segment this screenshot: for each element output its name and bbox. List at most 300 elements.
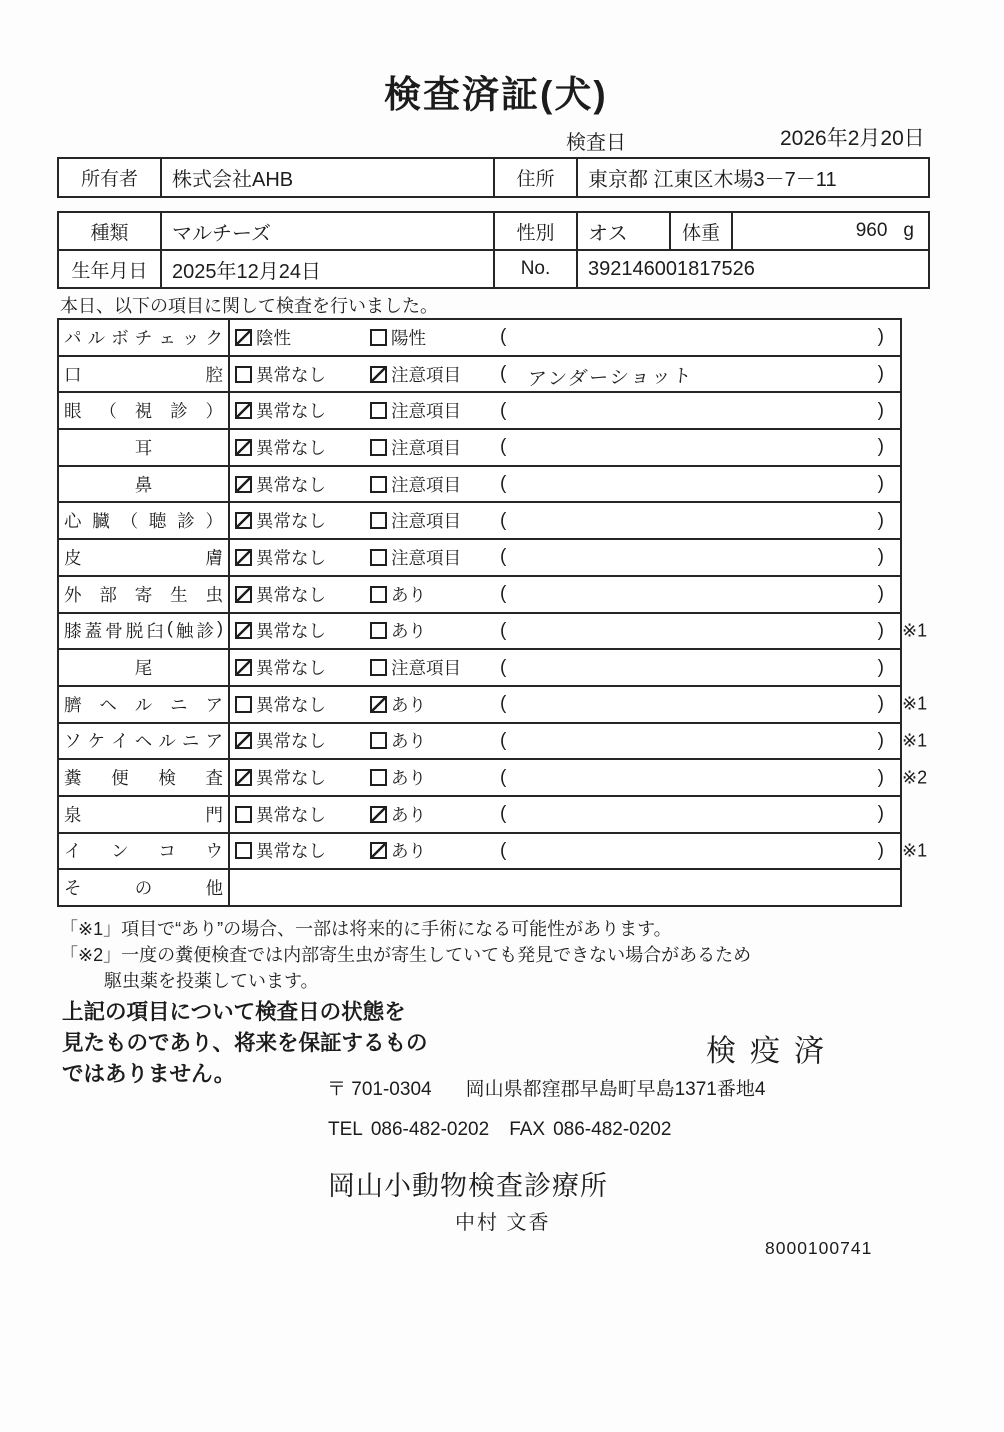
exam-option-label: 注意項目 [391, 547, 461, 568]
exam-content-cell [230, 467, 900, 502]
open-paren: ( [500, 326, 507, 348]
pet-row-birthdate [59, 249, 928, 287]
exam-item-char: ル [158, 731, 176, 752]
inspection-date-value: 2026年2月20日 [780, 127, 925, 150]
exam-item-label [64, 435, 223, 460]
exam-content-cell [230, 320, 900, 355]
exam-item-char: 尾 [134, 658, 153, 679]
exam-options [235, 472, 500, 497]
clinic-address-line [327, 1074, 765, 1101]
exam-note-area [500, 546, 884, 568]
exam-note-area [500, 803, 884, 825]
exam-options [235, 802, 500, 827]
exam-option [235, 435, 370, 460]
open-paren: ( [500, 619, 507, 641]
open-paren: ( [500, 363, 507, 385]
exam-option [235, 545, 370, 570]
exam-row [59, 465, 900, 502]
exam-item-char: 臍 [64, 694, 82, 715]
exam-item-char: 虫 [205, 584, 223, 605]
quarantine-stamp: 検疫済 [706, 1035, 838, 1068]
exam-item-cell [59, 870, 230, 905]
exam-item-char: 門 [205, 804, 223, 825]
exam-note-handwritten [506, 774, 878, 782]
exam-item-char: 診 [177, 511, 195, 532]
exam-option-label: 異常なし [256, 768, 326, 789]
exam-item-char: （ [99, 401, 117, 422]
exam-ref-mark: ※2 [902, 767, 928, 788]
exam-options [235, 545, 500, 570]
exam-item-char: ヘ [134, 731, 153, 752]
exam-item-label [64, 692, 223, 717]
checkbox-unchecked-icon[interactable] [370, 622, 387, 639]
exam-option-label: 異常なし [256, 584, 326, 605]
exam-row [59, 612, 928, 649]
exam-note-area [500, 693, 884, 715]
exam-option [370, 618, 500, 643]
exam-item-char: 診 [196, 621, 214, 642]
checkbox-checked-icon[interactable] [235, 622, 252, 639]
exam-item-char: ) [217, 618, 223, 639]
exam-note-handwritten [506, 810, 878, 818]
intro-text: 本日、以下の項目に関して検査を行いました。 [60, 296, 438, 316]
no-label: No. [493, 251, 576, 287]
exam-item-char: パ [64, 327, 82, 348]
close-paren: ) [877, 583, 884, 605]
exam-content-cell [230, 503, 900, 538]
exam-option [235, 692, 370, 717]
breed-label: 種類 [90, 222, 129, 244]
exam-item-char: 蓋 [84, 621, 103, 642]
exam-item-char: ル [134, 694, 153, 715]
exam-item-label [64, 655, 223, 680]
exam-item-cell [59, 687, 230, 722]
exam-item-char: 生 [170, 584, 188, 605]
exam-option [235, 472, 370, 497]
exam-options [235, 508, 500, 533]
exam-item-char: 部 [99, 584, 117, 605]
exam-note-handwritten [506, 517, 878, 525]
footnote-2-continued: 駆虫薬を投薬しています。 [104, 971, 319, 991]
exam-option-label: 異常なし [256, 547, 326, 568]
checkbox-unchecked-icon[interactable] [370, 586, 387, 603]
exam-options [235, 582, 500, 607]
owner-label: 所有者 [80, 169, 138, 190]
exam-option [235, 398, 370, 423]
exam-options [235, 398, 500, 423]
exam-options [235, 765, 500, 790]
checkbox-checked-icon[interactable] [235, 439, 252, 456]
exam-option-label: あり [391, 841, 426, 862]
exam-item-char: ） [205, 401, 223, 422]
exam-option-label: あり [391, 694, 426, 715]
exam-note-area [500, 510, 884, 532]
checkbox-checked-icon[interactable] [235, 586, 252, 603]
close-paren: ) [877, 399, 884, 421]
exam-row [59, 538, 900, 575]
exam-content-cell [230, 797, 900, 832]
exam-option-label: 異常なし [256, 401, 326, 422]
exam-note-area [500, 400, 884, 422]
close-paren: ) [877, 509, 884, 531]
close-paren: ) [877, 803, 884, 825]
exam-item-char: ッ [181, 327, 200, 348]
exam-content-cell [230, 577, 900, 612]
checkbox-checked-icon[interactable] [235, 402, 252, 419]
exam-note-handwritten [506, 554, 878, 562]
clinic-tel-line [328, 1119, 671, 1141]
exam-content-cell [230, 614, 900, 649]
checkbox-unchecked-icon[interactable] [370, 512, 387, 529]
checkbox-checked-icon[interactable] [235, 659, 252, 676]
exam-option [370, 435, 500, 460]
pet-info-box [57, 211, 930, 289]
exam-ref-mark: ※1 [902, 840, 928, 861]
exam-item-char: 皮 [64, 547, 82, 568]
exam-item-char: ( [166, 618, 173, 639]
checkbox-checked-icon[interactable] [370, 806, 387, 823]
exam-option [235, 838, 370, 863]
checkbox-unchecked-icon[interactable] [370, 549, 387, 566]
exam-note-handwritten [506, 444, 878, 452]
exam-item-cell [59, 357, 230, 392]
exam-option [235, 765, 370, 790]
fax-number: 086-482-0202 [553, 1119, 672, 1140]
exam-item-label [64, 398, 223, 423]
close-paren: ) [877, 619, 884, 641]
open-paren: ( [500, 766, 507, 788]
exam-item-char: 診 [170, 401, 188, 422]
exam-ref-mark: ※1 [902, 730, 928, 751]
checkbox-checked-icon[interactable] [235, 549, 252, 566]
clinic-postal-code: 〒 701-0304 [327, 1079, 432, 1100]
pet-row-breed [59, 213, 928, 249]
close-paren: ) [877, 693, 884, 715]
weight-label: 体重 [669, 213, 731, 249]
exam-row [59, 648, 900, 685]
exam-item-label [64, 582, 223, 607]
exam-item-char: 臼 [146, 621, 164, 642]
open-paren: ( [500, 839, 507, 861]
exam-content-cell [230, 834, 900, 869]
weight-unit: g [903, 220, 914, 241]
exam-item-char: 口 [64, 364, 82, 385]
exam-option-label: 異常なし [256, 621, 326, 642]
exam-row [59, 868, 900, 905]
exam-note-area [500, 326, 884, 348]
open-paren: ( [500, 509, 507, 531]
tel-label: TEL [328, 1119, 363, 1140]
open-paren: ( [500, 656, 507, 678]
exam-table [57, 318, 928, 907]
close-paren: ) [877, 766, 884, 788]
exam-row [59, 391, 900, 428]
weight-value: 960 [855, 220, 888, 241]
exam-item-char: （ [120, 511, 139, 532]
exam-option [370, 802, 500, 827]
exam-item-char: チ [134, 327, 153, 348]
checkbox-checked-icon[interactable] [370, 842, 387, 859]
exam-item-char: そ [64, 878, 82, 899]
exam-item-char: 骨 [105, 621, 123, 642]
checkbox-unchecked-icon[interactable] [370, 769, 387, 786]
exam-item-char: ボ [111, 327, 129, 348]
exam-options [235, 362, 500, 387]
exam-item-char: ア [205, 694, 223, 715]
exam-note-handwritten [506, 700, 878, 708]
no-value: 392146001817526 [576, 251, 928, 287]
exam-option-label: 注意項目 [391, 511, 461, 532]
exam-row [59, 575, 900, 612]
exam-option-label: 異常なし [256, 437, 326, 458]
exam-item-cell [59, 797, 230, 832]
exam-option-label: 注意項目 [391, 658, 461, 679]
exam-option [235, 582, 370, 607]
exam-item-char: ア [205, 731, 223, 752]
exam-item-char: 眼 [64, 401, 82, 422]
exam-note-handwritten [506, 407, 878, 415]
checkbox-checked-icon[interactable] [235, 512, 252, 529]
breed-value: マルチーズ [160, 213, 493, 249]
open-paren: ( [500, 546, 507, 568]
exam-options [235, 838, 500, 863]
checkbox-checked-icon[interactable] [235, 329, 252, 346]
checkbox-checked-icon[interactable] [235, 769, 252, 786]
exam-item-char: 他 [205, 878, 223, 899]
exam-option [370, 838, 500, 863]
close-paren: ) [877, 473, 884, 495]
exam-item-char: ウ [205, 841, 223, 862]
exam-item-char: ） [205, 511, 223, 532]
exam-note-area [500, 583, 884, 605]
exam-options [235, 692, 500, 717]
checkbox-checked-icon[interactable] [370, 696, 387, 713]
exam-option [235, 802, 370, 827]
exam-row [59, 795, 900, 832]
exam-option [370, 692, 500, 717]
exam-note-handwritten [506, 847, 878, 855]
clinic-tel [328, 1119, 489, 1141]
exam-item-cell [59, 320, 230, 355]
exam-item-char: 寄 [134, 584, 153, 605]
checkbox-unchecked-icon[interactable] [235, 842, 252, 859]
exam-item-char: の [134, 878, 153, 899]
exam-option [235, 362, 370, 387]
exam-row [59, 832, 928, 869]
exam-item-cell [59, 540, 230, 575]
open-paren: ( [500, 399, 507, 421]
exam-item-cell [59, 503, 230, 538]
exam-content-cell [230, 430, 900, 465]
footnote-2: 「※2」一度の糞便検査では内部寄生虫が寄生していても発見できない場合があるため [60, 945, 752, 965]
exam-item-cell [59, 467, 230, 502]
sex-value: オス [576, 213, 669, 249]
exam-item-char: ヘ [99, 694, 117, 715]
close-paren: ) [877, 839, 884, 861]
exam-item-label [64, 618, 223, 643]
exam-option-label: あり [391, 621, 426, 642]
exam-item-char: ル [87, 327, 106, 348]
close-paren: ) [877, 363, 884, 385]
disclaimer-line-2: 見たものであり、将来を保証するもの [62, 1031, 428, 1055]
checkbox-unchecked-icon[interactable] [370, 476, 387, 493]
exam-row [59, 722, 928, 759]
exam-options [235, 655, 500, 680]
close-paren: ) [877, 546, 884, 568]
exam-item-char: 糞 [64, 768, 82, 789]
birthdate-value: 2025年12月24日 [160, 251, 493, 287]
exam-note-handwritten: アンダーショット [526, 365, 695, 390]
checkbox-unchecked-icon[interactable] [235, 696, 252, 713]
exam-ref-mark: ※1 [902, 620, 928, 641]
exam-option-label: 異常なし [256, 731, 326, 752]
exam-option [370, 362, 500, 387]
checkbox-checked-icon[interactable] [370, 366, 387, 383]
exam-item-char: 膚 [205, 547, 223, 568]
exam-item-char: ニ [181, 731, 200, 752]
exam-option-label: 異常なし [256, 841, 326, 862]
exam-item-cell [59, 834, 230, 869]
page-title: 検査済証(犬) [384, 74, 608, 115]
exam-content-cell [230, 393, 900, 428]
inspection-date-label: 検査日 [566, 132, 626, 154]
exam-item-cell [59, 577, 230, 612]
address-label: 住所 [493, 159, 576, 196]
exam-note-handwritten [506, 590, 878, 598]
exam-option [235, 508, 370, 533]
exam-item-label [64, 508, 223, 533]
exam-note-handwritten [506, 664, 878, 672]
exam-content-cell [230, 870, 900, 905]
exam-option [370, 655, 500, 680]
exam-row [59, 758, 928, 795]
exam-item-char: 泉 [64, 804, 82, 825]
exam-item-cell [59, 430, 230, 465]
exam-item-char: 外 [64, 584, 82, 605]
exam-item-char: 鼻 [134, 474, 153, 495]
exam-option-label: あり [391, 768, 426, 789]
checkbox-checked-icon[interactable] [235, 476, 252, 493]
exam-option [370, 398, 500, 423]
document-number: 8000100741 [765, 1238, 873, 1258]
exam-item-char: ェ [158, 327, 176, 348]
exam-item-label [64, 728, 223, 753]
exam-note-handwritten [506, 627, 878, 635]
exam-content-cell [230, 687, 900, 722]
checkbox-checked-icon[interactable] [235, 732, 252, 749]
checkbox-unchecked-icon[interactable] [370, 732, 387, 749]
exam-option-label: 異常なし [256, 474, 326, 495]
veterinarian-name: 中村 文香 [455, 1212, 551, 1234]
clinic-address: 岡山県都窪郡早島町早島1371番地4 [465, 1079, 766, 1100]
checkbox-unchecked-icon[interactable] [235, 366, 252, 383]
exam-options [235, 728, 500, 753]
exam-item-char: イ [111, 731, 129, 752]
exam-option [235, 325, 370, 350]
exam-item-char: 聴 [148, 511, 167, 532]
exam-content-cell [230, 357, 900, 392]
exam-item-char: ン [111, 841, 129, 862]
exam-option [235, 618, 370, 643]
exam-item-cell [59, 724, 230, 759]
clinic-name: 岡山小動物検査診療所 [328, 1171, 608, 1201]
exam-option-label: 注意項目 [391, 474, 461, 495]
clinic-fax [509, 1119, 671, 1141]
footnote-1: 「※1」項目で“あり”の場合、一部は将来的に手術になる可能性があります。 [60, 919, 672, 939]
exam-row [59, 685, 928, 722]
close-paren: ) [877, 656, 884, 678]
weight-value-cell [731, 213, 928, 249]
exam-option-label: あり [391, 731, 426, 752]
exam-options [235, 435, 500, 460]
exam-option-label: 注意項目 [391, 401, 461, 422]
exam-note-area [500, 436, 884, 458]
exam-item-cell [59, 650, 230, 685]
exam-item-char: ニ [170, 694, 188, 715]
exam-option-label: 異常なし [256, 658, 326, 679]
checkbox-unchecked-icon[interactable] [370, 439, 387, 456]
exam-content-cell [230, 724, 900, 759]
address-value: 東京都 江東区木場3－7－11 [576, 159, 928, 196]
exam-option [370, 728, 500, 753]
exam-item-char: コ [158, 841, 176, 862]
checkbox-unchecked-icon[interactable] [370, 659, 387, 676]
exam-option [370, 582, 500, 607]
disclaimer-line-3: ではありません。 [62, 1062, 236, 1086]
exam-item-char: 耳 [134, 437, 153, 458]
birthdate-label: 生年月日 [71, 260, 148, 282]
close-paren: ) [877, 436, 884, 458]
exam-content-cell [230, 650, 900, 685]
exam-item-char: 脱 [125, 621, 144, 642]
exam-item-label [64, 325, 223, 350]
open-paren: ( [500, 583, 507, 605]
owner-info-box [57, 157, 930, 198]
exam-row [59, 355, 900, 392]
exam-option [370, 472, 500, 497]
exam-row [59, 428, 900, 465]
close-paren: ) [877, 326, 884, 348]
checkbox-unchecked-icon[interactable] [235, 806, 252, 823]
exam-note-handwritten [506, 480, 878, 488]
exam-item-label [64, 802, 223, 827]
checkbox-unchecked-icon[interactable] [370, 329, 387, 346]
exam-note-area [500, 361, 884, 388]
exam-item-char: ク [205, 327, 223, 348]
exam-content-cell [230, 540, 900, 575]
exam-option-label: 異常なし [256, 364, 326, 385]
exam-option [370, 508, 500, 533]
exam-item-char: 腔 [205, 364, 223, 385]
exam-item-char: ソ [64, 731, 82, 752]
sex-label: 性別 [493, 213, 576, 249]
exam-option-label: 注意項目 [391, 364, 461, 385]
exam-option [235, 728, 370, 753]
exam-note-area [500, 620, 884, 642]
exam-item-label [64, 765, 223, 790]
exam-note-area [500, 657, 884, 679]
exam-option-label: 陰性 [256, 327, 291, 348]
exam-option-label: あり [391, 584, 426, 605]
exam-item-label [64, 838, 223, 863]
exam-options [235, 618, 500, 643]
exam-option-label: 注意項目 [391, 437, 461, 458]
exam-option [370, 545, 500, 570]
checkbox-unchecked-icon[interactable] [370, 402, 387, 419]
exam-note-handwritten [506, 737, 878, 745]
exam-item-label [64, 472, 223, 497]
exam-item-char: 検 [158, 768, 176, 789]
